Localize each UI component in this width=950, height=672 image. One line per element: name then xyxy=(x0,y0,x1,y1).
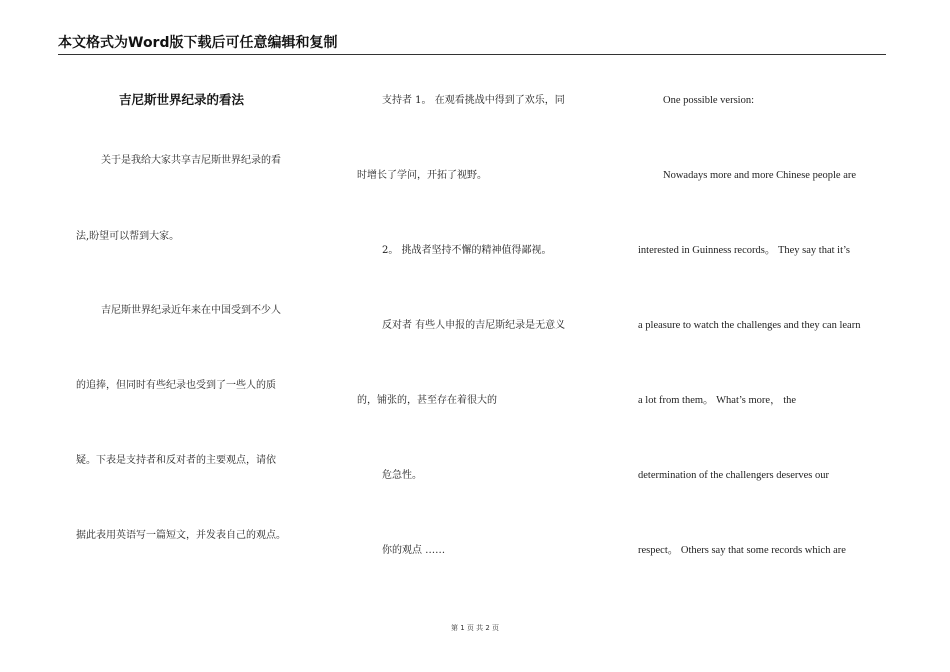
col1-line-6: 据此表用英语写一篇短文，并发表自己的观点。 xyxy=(76,530,286,541)
col3-line-6: determination of the challengers deserves our xyxy=(638,470,829,481)
col3-line-7: respect。 Others say that some records which are xyxy=(638,545,846,556)
col2-line-7: 你的观点 …… xyxy=(382,545,446,556)
col2-line-5: 的，铺张的，甚至存在着很大的 xyxy=(357,395,497,406)
col3-line-3: interested in Guinness records。 They say that it’s xyxy=(638,245,850,256)
col3-line-1: One possible version: xyxy=(663,95,754,106)
col2-line-2: 时增长了学问，开拓了视野。 xyxy=(357,170,487,181)
col2-line-3: 2。 挑战者坚持不懈的精神值得鄙视。 xyxy=(382,245,552,256)
col2-line-1: 支持者 1。 在观看挑战中得到了欢乐，同 xyxy=(382,95,565,106)
col3-line-2: Nowadays more and more Chinese people are xyxy=(663,170,857,181)
col1-line-1: 关于是我给大家共享吉尼斯世界纪录的看 xyxy=(101,155,281,166)
col1-line-4: 的追捧，但同时有些纪录也受到了一些人的质 xyxy=(76,380,276,391)
document-title: 吉尼斯世界纪录的看法 xyxy=(119,92,245,107)
page-header xyxy=(58,34,886,55)
page-header-text: 本文格式为Word版下载后可任意编辑和复制 xyxy=(58,35,338,51)
col2-line-4: 反对者 有些人申报的吉尼斯纪录是无意义 xyxy=(382,320,566,331)
col3-line-4: a pleasure to watch the challenges and they can learn xyxy=(638,320,861,331)
col1-line-2: 法,盼望可以帮到大家。 xyxy=(76,231,180,242)
col1-line-3: 吉尼斯世界纪录近年来在中国受到不少人 xyxy=(101,305,281,316)
col1-line-5: 疑。下表是支持者和反对者的主要观点，请依 xyxy=(76,455,276,466)
page-number: 第 1 页 共 2 页 xyxy=(450,624,500,632)
col2-line-6: 危急性。 xyxy=(382,470,422,481)
col3-line-5: a lot from them。 What’s more， the xyxy=(638,395,797,406)
